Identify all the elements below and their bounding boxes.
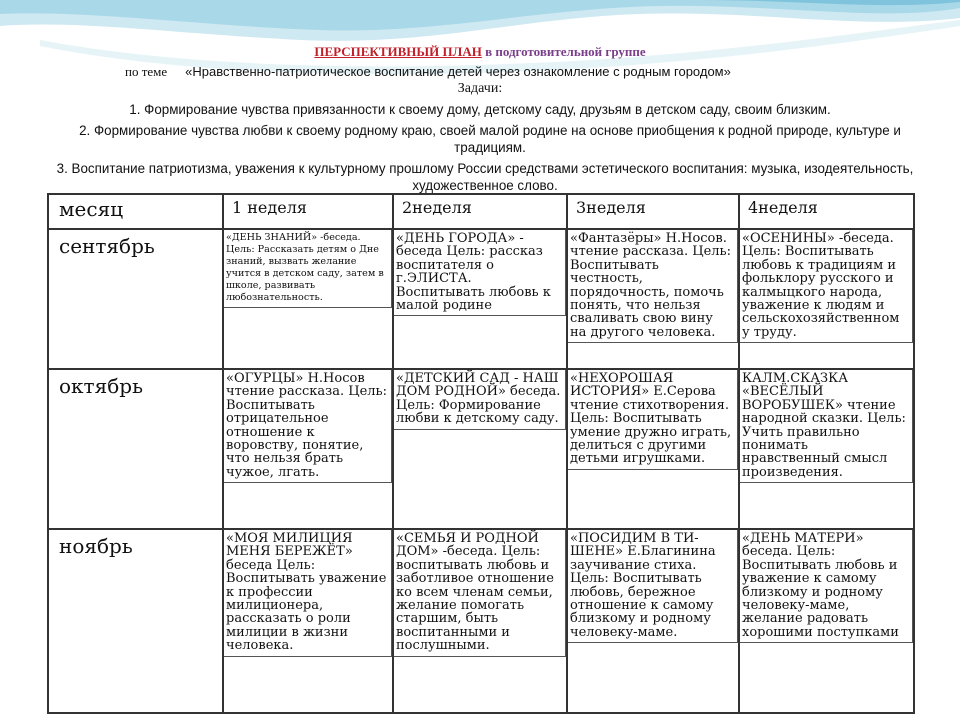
activity-text: «ОСЕНИНЫ» -беседа. Цель: Воспитывать любовь к традициям и фольклору русского и калмыцкого народа, уважение к людям и сельскохозяйственном у труду.	[740, 230, 913, 343]
month-cell: октябрь	[48, 369, 223, 529]
tasks-heading: Задачи:	[457, 81, 503, 96]
month-cell: ноябрь	[48, 529, 223, 713]
task-2: 2. Формирование чувства любви к своему родному краю, своей малой родине на основе приобщения к родной природе, культуре и традициям.	[79, 123, 901, 155]
week-cell	[567, 369, 739, 529]
plan-table	[47, 193, 915, 714]
activity-text: «Фантазёры» Н.Носов. чтение рассказа. Цель: Воспитывать честность, порядочность, помочь понять, что нельзя сваливать свою вину на другого человека.	[568, 230, 738, 343]
activity-text: «СЕМЬЯ И РОДНОЙ ДОМ» -беседа. Цель: воспитывать любовь и заботливое отношение ко всем членам семьи, желание помогать старшим, быть воспитанными и послушными.	[394, 530, 566, 657]
activity-text: «ДЕНЬ ГОРОДА» - беседа Цель: рассказ воспитателя о г.ЭЛИСТА. Воспитывать любовь к малой родине	[394, 230, 566, 316]
week-cell	[223, 529, 393, 713]
week-cell	[223, 229, 393, 369]
week-cell	[393, 529, 567, 713]
title-rest: в подготовительной группе	[481, 44, 646, 59]
topic-prefix: по теме	[125, 64, 168, 79]
activity-text: КАЛМ.СКАЗКА «ВЕСЁЛЫЙ ВОРОБУШЕК» чтение народной сказки. Цель: Учить правильно понимать нравственный смысл произведения.	[740, 370, 913, 483]
week-cell	[739, 229, 914, 369]
topic-text: «Нравственно-патриотическое воспитание детей через ознакомление с родным городом»	[185, 64, 731, 79]
activity-text: «ДЕТСКИЙ САД - НАШ ДОМ РОДНОЙ» беседа. Цель: Формирование любви к детскому саду.	[394, 370, 566, 430]
title-main: ПЕРСПЕКТИВНЫЙ ПЛАН	[314, 44, 482, 59]
table-row	[48, 369, 914, 529]
page-title	[0, 44, 960, 60]
activity-text: «ПОСИДИМ В ТИ-ШЕНЕ» Е.Благинина заучивание стиха. Цель: Воспитывать любовь, бережное отношение к самому близкому и родному человеку-маме.	[568, 530, 738, 643]
month-cell: сентябрь	[48, 229, 223, 369]
week-cell	[567, 229, 739, 369]
header-month: месяц	[48, 194, 223, 229]
header-week-4: 4неделя	[739, 194, 914, 229]
task-1: 1. Формирование чувства привязанности к своему дому, детскому саду, друзьям в детском саду, своим близким.	[129, 102, 831, 117]
week-cell	[223, 369, 393, 529]
header-week-1: 1 неделя	[223, 194, 393, 229]
activity-text: «НЕХОРОШАЯ ИСТОРИЯ» Е.Серова чтение стихотворения. Цель: Воспитывать умение дружно играть, делиться с другими детьми игрушками.	[568, 370, 738, 470]
header-week-3: 3неделя	[567, 194, 739, 229]
table-row	[48, 229, 914, 369]
week-cell	[393, 369, 567, 529]
task-3: 3. Воспитание патриотизма, уважения к культурному прошлому России средствами эстетического воспитания: музыка, изодеятельность, художественное слово.	[56, 161, 914, 193]
week-cell	[393, 229, 567, 369]
activity-text: «ДЕНЬ МАТЕРИ» беседа. Цель: Воспитывать любовь и уважение к самому близкому и родному человеку-маме, желание радовать хорошими поступками	[740, 530, 913, 643]
activity-text: «ОГУРЦЫ» Н.Носов чтение рассказа. Цель: Воспитывать отрицательное отношение к воровству, понятие, что нельзя брать чужое, лгать.	[224, 370, 392, 483]
table-header-row	[48, 194, 914, 229]
week-cell	[739, 369, 914, 529]
activity-text: «МОЯ МИЛИЦИЯ МЕНЯ БЕРЕЖЁТ» беседа Цель: Воспитывать уважение к профессии милиционера, рассказать о роли милиции в жизни человека.	[224, 530, 392, 657]
week-cell	[739, 529, 914, 713]
week-cell	[567, 529, 739, 713]
topic-line	[125, 64, 945, 80]
activity-text: «ДЕНЬ ЗНАНИЙ» -беседа. Цель: Рассказать детям о Дне знаний, вызвать желание учится в детском саду, затем в школе, развивать любознательность.	[224, 230, 392, 308]
table-row	[48, 529, 914, 713]
header-week-2: 2неделя	[393, 194, 567, 229]
